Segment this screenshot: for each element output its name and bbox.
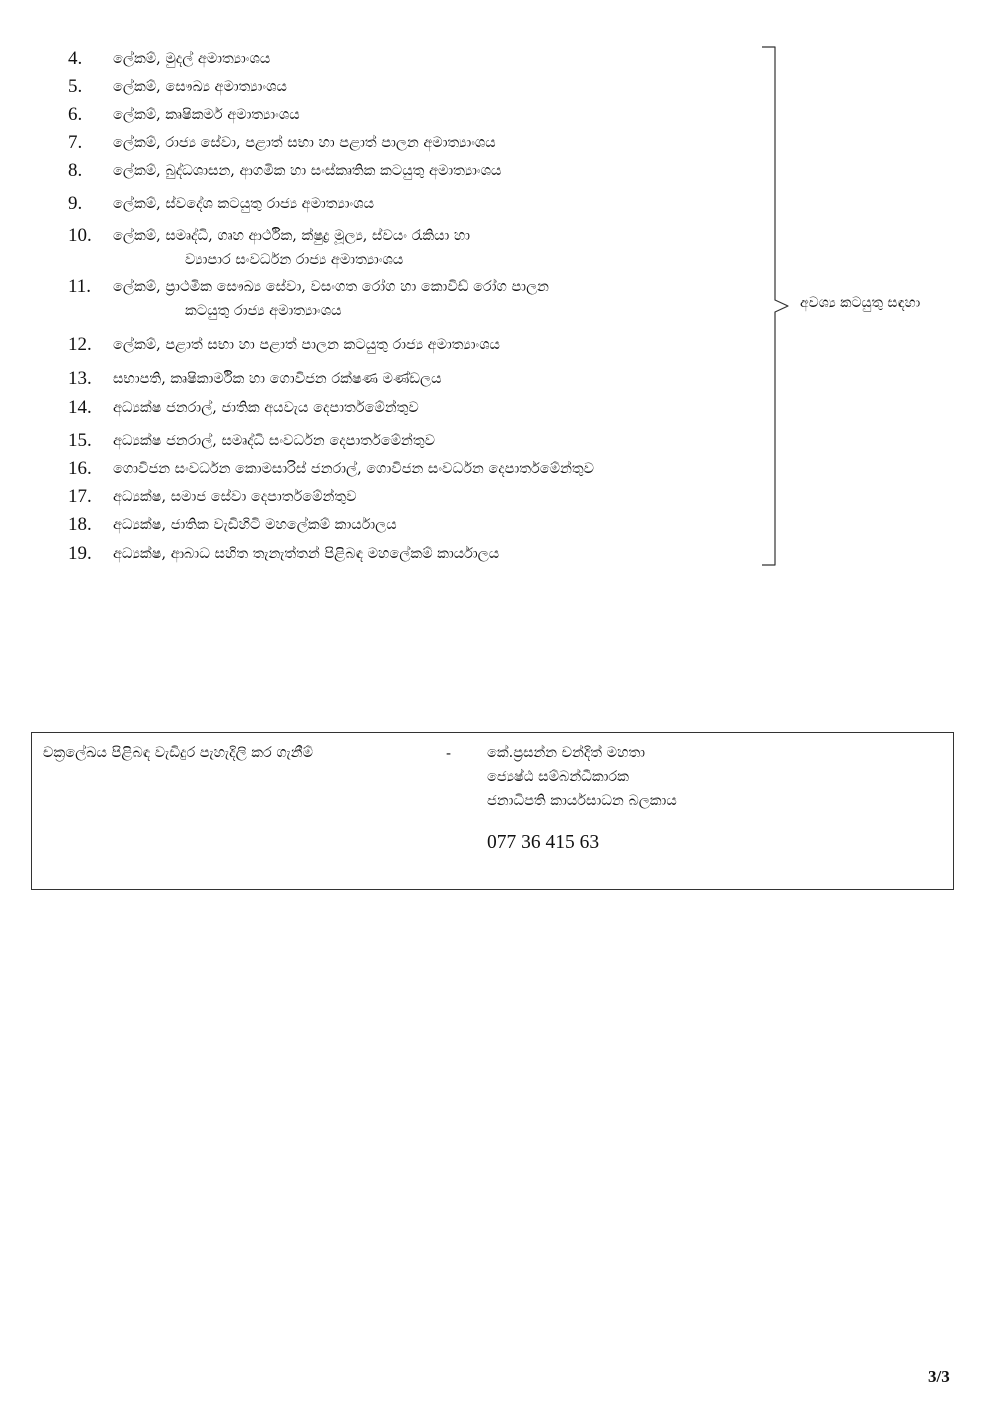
item-text: අධ්‍යක්ෂ ජනරාල්, සමෘද්ධි සංවර්ධන දෙපාර්තමේන්තුව — [113, 433, 436, 449]
purpose-label: අවශ්‍ය කටයුතු සඳහා — [800, 295, 921, 311]
item-number: 16. — [68, 458, 92, 479]
contact-details — [487, 741, 677, 813]
item-number: 9. — [68, 193, 83, 214]
item-text-line2: ව්‍යාපාර සංවර්ධන රාජ්‍ය අමාත්‍යාංශය — [185, 252, 404, 268]
item-number: 13. — [68, 368, 92, 389]
item-number: 4. — [68, 48, 83, 69]
item-text: අධ්‍යක්ෂ, සමාජ සේවා දෙපාර්තමේන්තුව — [113, 489, 357, 505]
item-number: 5. — [68, 76, 83, 97]
item-number: 12. — [68, 334, 92, 355]
contact-title: ජ්‍යෙෂ්ඨ සම්බන්ධීකාරක — [487, 769, 629, 785]
item-text: ලේකම්, ස්වදේශ කටයුතු රාජ්‍ය අමාත්‍යාංශය — [113, 196, 375, 212]
item-text-line1: ලේකම්, සමෘද්ධි, ගෘහ ආර්ථික, ක්ෂුද්‍ර මූල්‍ය, ස්වයං රැකියා හා — [113, 228, 471, 244]
item-text: සභාපති, කෘෂිකාර්මික හා ගොවිජන රක්ෂණ මණ්ඩලය — [113, 371, 442, 387]
contact-phone: 077 36 415 63 — [487, 832, 600, 853]
item-text: ගොවිජන සංවර්ධන කොමසාරිස් ජනරාල්, ගොවිජන සංවර්ධන දෙපාර්තමේන්තුව — [113, 461, 595, 477]
item-number: 14. — [68, 397, 92, 418]
contact-name: කේ.ප්‍රසන්න චන්දිත් මහතා — [487, 745, 646, 761]
item-number: 8. — [68, 160, 83, 181]
item-number: 17. — [68, 486, 92, 507]
contact-info-box — [31, 732, 954, 890]
item-text-line1: ලේකම්, ප්‍රාථමික සෞඛ්‍ය සේවා, වසංගත රෝග හා කොවිඩ් රෝග පාලන — [113, 279, 549, 295]
item-number: 15. — [68, 430, 92, 451]
item-text: ලේකම්, බුද්ධශාසන, ආගමික හා සංස්කෘතික කටයුතු අමාත්‍යාංශය — [113, 163, 502, 179]
item-text: ලේකම්, රාජ්‍ය සේවා, පළාත් සභා හා පළාත් පාලන අමාත්‍යාංශය — [113, 135, 496, 151]
item-number: 18. — [68, 514, 92, 535]
item-text: ලේකම්, පළාත් සභා හා පළාත් පාලන කටයුතු රාජ්‍ය අමාත්‍යාංශය — [113, 337, 500, 353]
item-text: ලේකම්, සෞඛ්‍ය අමාත්‍යාංශය — [113, 79, 287, 95]
item-text: අධ්‍යක්ෂ, ජාතික වැඩිහිටි මහලේකම් කාර්යාලය — [113, 517, 397, 533]
item-text: ලේකම්, කෘෂිකර්ම අමාත්‍යාංශය — [113, 107, 300, 123]
item-number: 11. — [68, 276, 92, 297]
item-text: අධ්‍යක්ෂ, ආබාධ සහිත තැනැත්තන් පිළිබඳ මහලේකම් කාර්යාලය — [113, 546, 500, 562]
info-label: චක්‍රලේඛය පිළිබඳ වැඩිදුර පැහැදිලි කර ගැනීම් — [43, 745, 313, 761]
page-number: 3/3 — [928, 1367, 950, 1386]
item-text: ලේකම්, මුදල් අමාත්‍යාංශය — [113, 51, 271, 67]
item-text: අධ්‍යක්ෂ ජනරාල්, ජාතික අයවැය දෙපාර්තමේන්තුව — [113, 400, 419, 416]
item-text-line2: කටයුතු රාජ්‍ය අමාත්‍යාංශය — [185, 303, 342, 319]
item-number: 19. — [68, 543, 92, 564]
contact-office: ජනාධිපති කාර්යසාධන බලකාය — [487, 793, 677, 809]
info-dash: - — [446, 744, 452, 762]
item-number: 7. — [68, 132, 83, 153]
item-number: 10. — [68, 225, 92, 246]
item-number: 6. — [68, 104, 83, 125]
